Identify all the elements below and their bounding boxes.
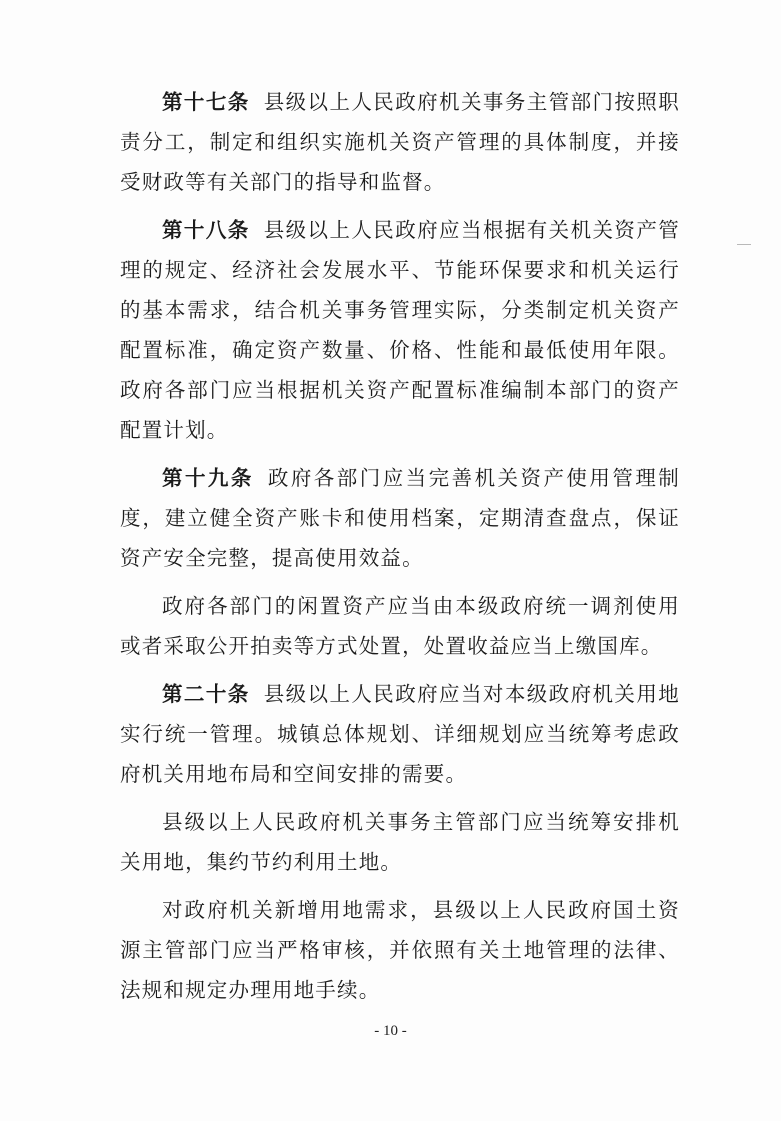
paragraph-text: 县级以上人民政府应当根据有关机关资产管理的规定、经济社会发展水平、节能环保要求和机关运行的基本需求，结合机关事务管理实际，分类制定机关资产配置标准，确定资产数量、价格、性能和最低使用年限。政府各部门应当根据机关资产配置标准编制本部门的资产配置计划。	[120, 218, 680, 442]
paragraph-text: 对政府机关新增用地需求，县级以上人民政府国土资源主管部门应当严格审核，并依照有关土地管理的法律、法规和规定办理用地手续。	[120, 898, 680, 1002]
paragraph-text: 政府各部门的闲置资产应当由本级政府统一调剂使用或者采取公开拍卖等方式处置，处置收益应当上缴国库。	[120, 594, 680, 658]
article-17-paragraph	[120, 82, 680, 202]
page-number: - 10 -	[374, 1023, 407, 1039]
article-19-paragraph	[120, 458, 680, 578]
paragraph-text: 政府各部门应当完善机关资产使用管理制度，建立健全资产账卡和使用档案，定期清查盘点，保证资产安全完整，提高使用效益。	[120, 466, 680, 570]
article-heading: 第十八条	[162, 218, 250, 242]
document-body	[120, 82, 680, 1018]
paragraph-text: 县级以上人民政府应当对本级政府机关用地实行统一管理。城镇总体规划、详细规划应当统筹考虑政府机关用地布局和空间安排的需要。	[120, 682, 680, 786]
paragraph-text: 县级以上人民政府机关事务主管部门应当统筹安排机关用地，集约节约利用土地。	[120, 810, 680, 874]
paragraph-text: 县级以上人民政府机关事务主管部门按照职责分工，制定和组织实施机关资产管理的具体制度，并接受财政等有关部门的指导和监督。	[120, 90, 680, 194]
scan-mark	[737, 244, 751, 245]
article-20-paragraph	[120, 674, 680, 794]
article-20-subparagraph-1	[120, 802, 680, 882]
article-19-subparagraph	[120, 586, 680, 666]
article-20-subparagraph-2	[120, 890, 680, 1010]
article-heading: 第十七条	[162, 90, 250, 114]
article-18-paragraph	[120, 210, 680, 450]
article-heading: 第十九条	[162, 466, 254, 490]
article-heading: 第二十条	[162, 682, 250, 706]
